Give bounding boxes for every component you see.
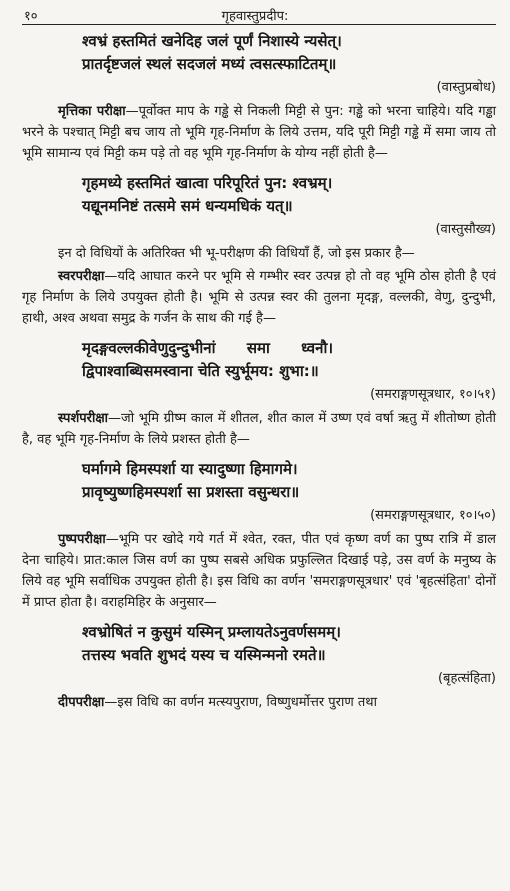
page-body bbox=[22, 30, 496, 715]
source-citation: (समराङ्गणसूत्रधार, १०।५१) bbox=[370, 387, 496, 402]
header-rule bbox=[22, 24, 496, 25]
paragraph-sound-test bbox=[22, 266, 496, 329]
verse-1-line-2: प्रातर्दृष्टजलं स्थलं सदजलं मध्यं त्वसत्स्फाटितम्॥ bbox=[82, 55, 337, 73]
running-title: गृहवास्तुप्रदीप: bbox=[221, 9, 289, 24]
verse-4-line-1: घर्मागमे हिमस्पर्शा या स्यादुष्णा हिमागमे। bbox=[82, 460, 298, 478]
verse-3-line-1: मृदङ्गवल्लकीवेणुदुन्दुभीनां समा ध्वनौ। bbox=[82, 339, 334, 357]
source-citation: (वास्तुसौख्य) bbox=[435, 222, 496, 237]
source-citation: (बृहत्संहिता) bbox=[437, 671, 496, 686]
verse-2-line-1: गृहमध्ये हस्तमितं खात्वा परिपूरितं पुन: श्वभ्रम्। bbox=[82, 174, 333, 192]
source-citation: (वास्तुप्रबोध) bbox=[436, 80, 496, 95]
paragraph-flower-test bbox=[22, 529, 496, 613]
paragraph-text: —जो भूमि ग्रीष्म काल में शीतल, शीत काल में उष्ण एवं वर्षा ऋतु में शीतोष्ण होती है, वह भूमि गृह-निर्माण के लिये प्रशस्त होती है— bbox=[22, 411, 496, 447]
verse-5-line-1: श्वभ्रोषितं न कुसुमं यस्मिन् प्रम्लायतेऽनुवर्णसमम्। bbox=[82, 623, 341, 641]
page-number: १० bbox=[24, 9, 38, 24]
paragraph-lamp-test bbox=[22, 692, 496, 713]
verse-4-line-2: प्रावृष्युष्णहिमस्पर्शा सा प्रशस्ता वसुन्धरा॥ bbox=[82, 483, 300, 501]
paragraph-text: —इस विधि का वर्णन मत्स्यपुराण, विष्णुधर्मोत्तर पुराण तथा bbox=[104, 695, 377, 710]
section-heading: दीपपरीक्षा bbox=[58, 695, 105, 710]
section-heading: स्पर्शपरीक्षा bbox=[58, 411, 109, 426]
source-citation: (समराङ्गणसूत्रधार, १०।५०) bbox=[370, 508, 496, 523]
running-header bbox=[0, 4, 510, 26]
paragraph-text: —पूर्वोक्त माप के गड्ढे से निकली मिट्टी से पुन: गड्ढे को भरना चाहिये। यदि गड्ढा भरने के पश्चात् मिट्टी बच जाय तो भूमि गृह-निर्माण के लिये उत्तम, यदि पूरी मिट्टी गड्ढे में समा जाय तो भूमि सामान्य एवं मिट्टी कम पड़े तो वह भूमि गृह-निर्माण के योग्य नहीं होती है— bbox=[22, 104, 497, 161]
paragraph-intro: इन दो विधियों के अतिरिक्त भी भू-परीक्षण की विधियाँ हैं, जो इस प्रकार है— bbox=[58, 246, 415, 261]
verse-2-line-2: यद्यूनमनिष्टं तत्समे समं धन्यमधिकं यत्॥ bbox=[82, 197, 293, 215]
verse-5-line-2: तत्तस्य भवति शुभदं यस्य च यस्मिन्मनो रमते॥ bbox=[82, 646, 326, 664]
section-heading: स्वरपरीक्षा bbox=[58, 269, 105, 284]
paragraph-soil-test bbox=[22, 101, 496, 164]
section-heading: मृत्तिका परीक्षा bbox=[58, 104, 126, 119]
verse-1-line-1: श्वभ्रं हस्तमितं खनेदिह जलं पूर्णं निशास्ये न्यसेत्। bbox=[82, 32, 342, 50]
verse-3-line-2: द्विपाश्वाब्धिसमस्वाना चेति स्युर्भूमय: शुभा:॥ bbox=[82, 362, 319, 380]
paragraph-touch-test bbox=[22, 408, 496, 450]
paragraph-text: —यदि आघात करने पर भूमि से गम्भीर स्वर उत्पन्न हो तो वह भूमि ठोस होती है एवं गृह निर्माण के लिये उपयुक्त होती है। भूमि से उत्पन्न स्वर की तुलना मृदङ्ग, वल्लकी, वेणु, दुन्दुभी, हाथी, अश्व अथवा समुद्र के गर्जन के साथ की गई है— bbox=[22, 269, 496, 326]
section-heading: पुष्पपरीक्षा bbox=[58, 532, 106, 547]
paragraph-text: —भूमि पर खोदे गये गर्त में श्वेत, रक्त, पीत एवं कृष्ण वर्ण का पुष्प रात्रि में डाल देना चाहिये। प्रात:काल जिस वर्ण का पुष्प सबसे अधिक प्रफुल्लित दिखाई पड़े, उस वर्ण के मनुष्य के लिये वह भूमि सर्वाधिक उपयुक्त होती है। इस विधि का वर्णन 'समराङ्गणसूत्रधार' एवं 'बृहत्संहिता' दोनों में प्राप्त होता है। वराहमिहिर के अनुसार— bbox=[22, 532, 496, 610]
